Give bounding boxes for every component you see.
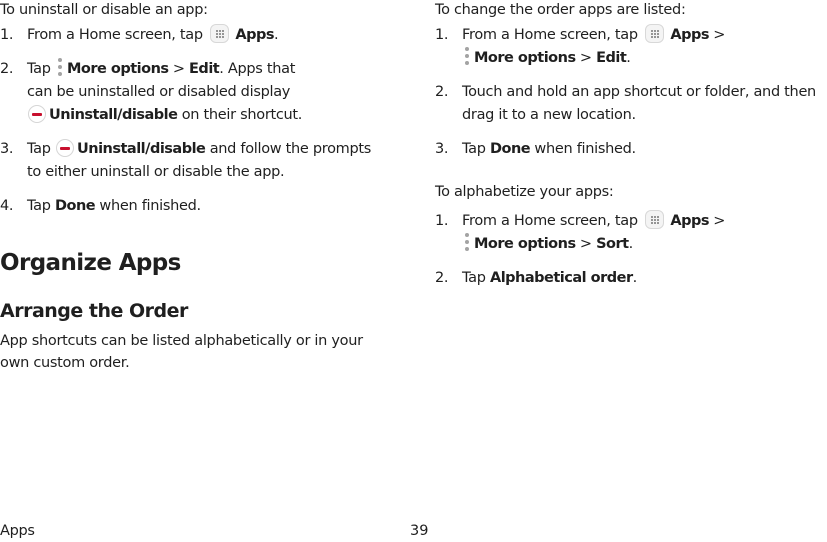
separator: > xyxy=(709,27,726,43)
apps-grid-icon xyxy=(210,24,229,43)
page-number: 39 xyxy=(410,523,429,539)
step-text: when finished. xyxy=(530,141,636,157)
step-text: to either uninstall or disable the app. xyxy=(27,164,285,180)
more-options-icon xyxy=(57,58,63,76)
step-text: Touch and hold an app shortcut or folder, and then xyxy=(462,84,816,100)
apps-grid-icon xyxy=(645,210,664,229)
separator: > xyxy=(168,61,190,77)
step-number: 3. xyxy=(435,141,449,157)
order-intro: To change the order apps are listed: xyxy=(435,2,686,18)
step-number: 1. xyxy=(435,27,449,43)
step-number: 2. xyxy=(435,270,449,286)
step-text: Tap xyxy=(27,141,55,157)
apps-label: Apps xyxy=(670,27,709,43)
uninstall-disable-label: Uninstall/disable xyxy=(76,141,206,157)
uninstall-icon xyxy=(56,139,74,157)
uninstall-intro: To uninstall or disable an app: xyxy=(0,2,208,18)
more-options-icon xyxy=(464,47,470,65)
step-number: 3. xyxy=(0,141,14,157)
step-text: . xyxy=(626,50,631,66)
uninstall-icon xyxy=(28,105,46,123)
step-text: Tap xyxy=(462,141,490,157)
edit-label: Edit xyxy=(596,50,627,66)
separator: > xyxy=(575,50,597,66)
alphabetical-order-label: Alphabetical order xyxy=(489,270,633,286)
step-text: and follow the prompts xyxy=(205,141,372,157)
more-options-label: More options xyxy=(474,50,576,66)
arrange-paragraph: App shortcuts can be listed alphabetically or in your own custom order. xyxy=(0,333,363,371)
step-text: From a Home screen, tap xyxy=(462,27,643,43)
more-options-label: More options xyxy=(474,236,576,252)
step-text: . Apps that xyxy=(219,61,296,77)
done-label: Done xyxy=(489,141,531,157)
step-text: on their shortcut. xyxy=(177,107,303,123)
step-text: . xyxy=(628,236,633,252)
apps-grid-icon xyxy=(645,24,664,43)
separator: > xyxy=(709,213,726,229)
more-options-icon xyxy=(464,233,470,251)
more-options-label: More options xyxy=(66,61,169,77)
step-text: From a Home screen, tap xyxy=(27,27,208,43)
step-text: From a Home screen, tap xyxy=(462,213,643,229)
step-number: 2. xyxy=(0,61,14,77)
footer-section-name: Apps xyxy=(0,523,35,539)
sort-label: Sort xyxy=(596,236,629,252)
section-title: Organize Apps xyxy=(0,250,181,276)
edit-label: Edit xyxy=(189,61,220,77)
uninstall-disable-label: Uninstall/disable xyxy=(49,107,178,123)
step-number: 1. xyxy=(435,213,449,229)
step-text: Tap xyxy=(27,198,55,214)
separator: > xyxy=(575,236,597,252)
apps-label: Apps xyxy=(235,27,274,43)
alpha-intro: To alphabetize your apps: xyxy=(435,184,614,200)
step-text: Tap xyxy=(462,270,490,286)
step-number: 1. xyxy=(0,27,14,43)
apps-label: Apps xyxy=(670,213,709,229)
step-text: can be uninstalled or disabled display xyxy=(27,84,291,100)
step-text: Tap xyxy=(27,61,55,77)
step-number: 4. xyxy=(0,198,14,214)
done-label: Done xyxy=(54,198,96,214)
step-number: 2. xyxy=(435,84,449,100)
step-text: drag it to a new location. xyxy=(462,107,636,123)
step-text: . xyxy=(632,270,637,286)
step-text: . xyxy=(274,27,279,43)
step-text: when finished. xyxy=(95,198,201,214)
subsection-title: Arrange the Order xyxy=(0,300,188,322)
